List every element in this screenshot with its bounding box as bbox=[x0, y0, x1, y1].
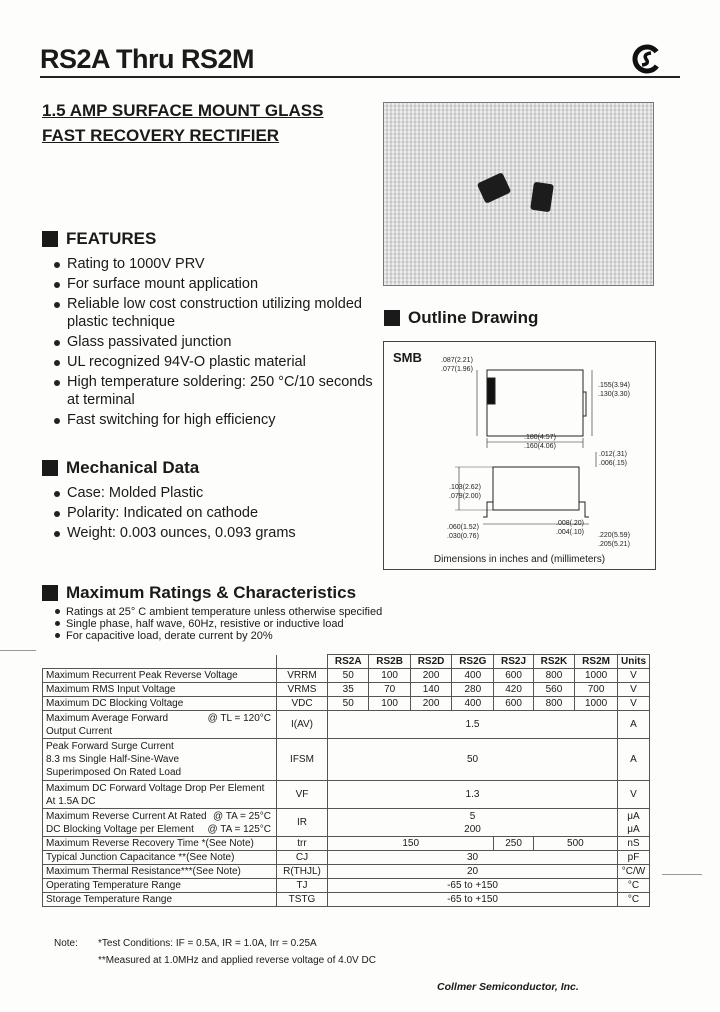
features-list bbox=[52, 255, 373, 431]
ratings-notes bbox=[54, 606, 382, 642]
dim-label: .205(5.21) bbox=[598, 541, 630, 548]
package-label: SMB bbox=[393, 350, 422, 365]
mechanical-list bbox=[52, 484, 296, 544]
dim-label: .103(2.62) bbox=[449, 484, 481, 491]
table-row: Maximum RMS Input Voltage VRMS 35 70 140 280 420 560 700 V bbox=[43, 683, 650, 697]
company-footer: Collmer Semiconductor, Inc. bbox=[437, 981, 579, 993]
dimensions-caption: Dimensions in inches and (millimeters) bbox=[433, 554, 606, 565]
outline-heading: Outline Drawing bbox=[384, 308, 538, 328]
list-item: Ratings at 25° C ambient temperature unless otherwise specified bbox=[54, 606, 382, 618]
dim-label: .130(3.30) bbox=[598, 391, 630, 398]
dim-label: .060(1.52) bbox=[447, 524, 479, 531]
table-row: @ TL = 120°C Maximum Average Forward Output Current I(AV) 1.5 A bbox=[43, 711, 650, 739]
table-row: Maximum Thermal Resistance***(See Note) R(THJL) 20 °C/W bbox=[43, 865, 650, 879]
note-line-2: **Measured at 1.0MHz and applied reverse voltage of 4.0V DC bbox=[98, 955, 376, 966]
list-item: Polarity: Indicated on cathode bbox=[52, 504, 296, 522]
mechanical-heading: Mechanical Data bbox=[42, 458, 199, 478]
scan-mark bbox=[0, 650, 36, 651]
list-item: UL recognized 94V-O plastic material bbox=[52, 353, 373, 371]
table-row: Operating Temperature Range TJ -65 to +150 °C bbox=[43, 879, 650, 893]
dim-label: .012(.31) bbox=[599, 451, 628, 458]
note-label: Note: bbox=[54, 938, 78, 949]
list-item: For capacitive load, derate current by 20% bbox=[54, 630, 382, 642]
subtitle-line-1: 1.5 AMP SURFACE MOUNT GLASS bbox=[42, 101, 324, 120]
table-row: Maximum DC Forward Voltage Drop Per Element At 1.5A DC VF 1.3 V bbox=[43, 781, 650, 809]
list-item: High temperature soldering: 250 °C/10 seconds at terminal bbox=[52, 373, 373, 409]
list-item: Reliable low cost construction utilizing molded plastic technique bbox=[52, 295, 373, 331]
dim-label: .004(.10) bbox=[556, 529, 585, 536]
column-header: RS2G bbox=[452, 655, 494, 669]
table-row: Maximum DC Blocking Voltage VDC 50 100 200 400 600 800 1000 V bbox=[43, 697, 650, 711]
subtitle-line-2: FAST RECOVERY RECTIFIER bbox=[42, 126, 280, 145]
product-photo bbox=[383, 102, 654, 286]
table-header-row bbox=[43, 655, 650, 669]
package-drawing bbox=[384, 342, 655, 552]
table-row: Typical Junction Capacitance **(See Note) CJ 30 pF bbox=[43, 851, 650, 865]
table-row: Peak Forward Surge Current 8.3 ms Single Half-Sine-Wave Superimposed On Rated Load IFSM 50 A bbox=[43, 739, 650, 781]
column-header: RS2J bbox=[494, 655, 533, 669]
list-item: For surface mount application bbox=[52, 275, 373, 293]
note-line-1: *Test Conditions: IF = 0.5A, IR = 1.0A, Irr = 0.25A bbox=[98, 938, 317, 949]
diode-chip-left bbox=[477, 172, 512, 204]
diode-chip-right bbox=[530, 182, 554, 213]
column-header: Units bbox=[618, 655, 650, 669]
dim-label: .180(4.57) bbox=[524, 434, 556, 441]
table-row: @ TA = 25°C Maximum Reverse Current At Rated @ TA = 125°C DC Blocking Voltage per Element IR 5 200 μA μA bbox=[43, 809, 650, 837]
features-heading: FEATURES bbox=[42, 229, 156, 249]
list-item: Rating to 1000V PRV bbox=[52, 255, 373, 273]
section-square-icon bbox=[42, 460, 58, 476]
ratings-table bbox=[42, 654, 650, 907]
page-title: RS2A Thru RS2M bbox=[40, 44, 255, 74]
title-rule bbox=[40, 76, 680, 78]
outline-drawing bbox=[383, 341, 656, 570]
table-row: Storage Temperature Range TSTG -65 to +150 °C bbox=[43, 893, 650, 907]
list-item: Weight: 0.003 ounces, 0.093 grams bbox=[52, 524, 296, 542]
section-square-icon bbox=[384, 310, 400, 326]
dim-label: .008(.20) bbox=[556, 520, 585, 527]
dim-label: .155(3.94) bbox=[598, 382, 630, 389]
column-header: RS2D bbox=[410, 655, 451, 669]
section-square-icon bbox=[42, 231, 58, 247]
dim-label: .077(1.96) bbox=[441, 366, 473, 373]
column-header: RS2M bbox=[575, 655, 618, 669]
list-item: Fast switching for high efficiency bbox=[52, 411, 373, 429]
dim-label: .160(4.06) bbox=[524, 443, 556, 450]
list-item: Case: Molded Plastic bbox=[52, 484, 296, 502]
dim-label: .079(2.00) bbox=[449, 493, 481, 500]
table-row: Maximum Reverse Recovery Time *(See Note) trr 150 250 500 nS bbox=[43, 837, 650, 851]
column-header: RS2A bbox=[328, 655, 369, 669]
dim-label: .087(2.21) bbox=[441, 357, 473, 364]
ratings-heading: Maximum Ratings & Characteristics bbox=[42, 583, 356, 603]
dim-label: .030(0.76) bbox=[447, 533, 479, 540]
cs-logo-icon bbox=[632, 44, 662, 74]
column-header: RS2B bbox=[369, 655, 410, 669]
dim-label: .006(.15) bbox=[599, 460, 628, 467]
table-row: Maximum Recurrent Peak Reverse Voltage VRRM 50 100 200 400 600 800 1000 V bbox=[43, 669, 650, 683]
column-header: RS2K bbox=[533, 655, 574, 669]
list-item: Single phase, half wave, 60Hz, resistive or inductive load bbox=[54, 618, 382, 630]
dim-label: .220(5.59) bbox=[598, 532, 630, 539]
section-square-icon bbox=[42, 585, 58, 601]
footnotes bbox=[54, 935, 376, 969]
product-subtitle bbox=[42, 98, 323, 148]
list-item: Glass passivated junction bbox=[52, 333, 373, 351]
scan-mark bbox=[662, 874, 702, 875]
